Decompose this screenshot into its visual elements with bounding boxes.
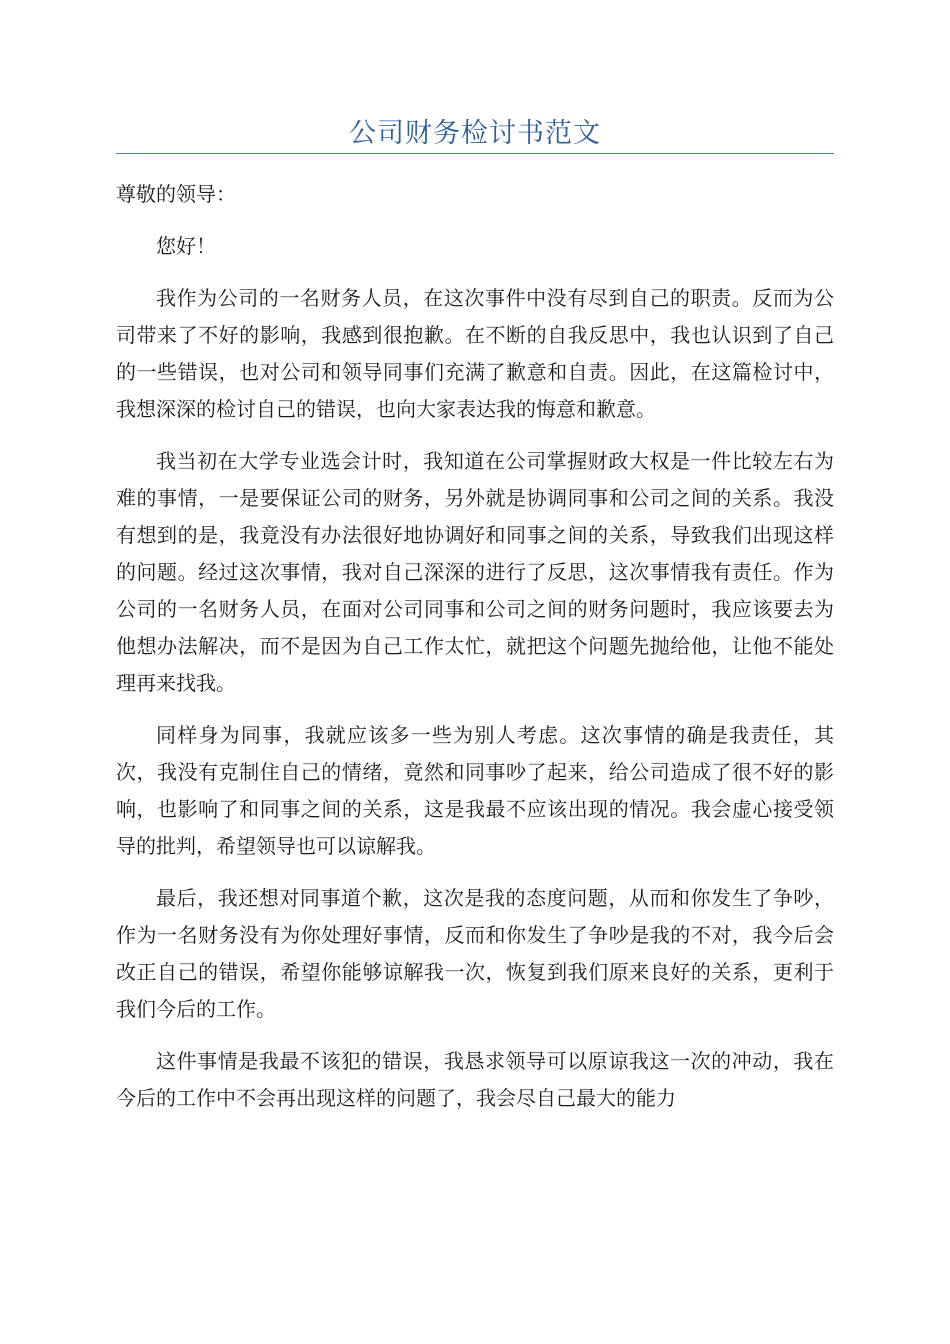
paragraph-greeting: 您好！: [156, 234, 216, 258]
paragraph-1: 我作为公司的一名财务人员，在这次事件中没有尽到自己的职责。反而为公司带来了不好的影响，我感到很抱歉。在不断的自我反思中，我也认识到了自己的一些错误，也对公司和领导同事们充满了歉意和自责。因此，在这篇检讨中，我想深深的检讨自己的错误，也向大家表达我的悔意和歉意。: [116, 286, 834, 421]
paragraph-3: 同样身为同事，我就应该多一些为别人考虑。这次事情的确是我责任，其次，我没有克制住自己的情绪，竟然和同事吵了起来，给公司造成了很不好的影响，也影响了和同事之间的关系，这是我最不应该出现的情况。我会虚心接受领导的批判，希望领导也可以谅解我。: [116, 723, 834, 858]
document-body: [116, 176, 834, 1132]
paragraph-5: 这件事情是我最不该犯的错误，我恳求领导可以原谅我这一次的冲动，我在今后的工作中不会再出现这样的问题了，我会尽自己最大的能力: [116, 1049, 834, 1110]
paragraph-2: 我当初在大学专业选会计时，我知道在公司掌握财政大权是一件比较左右为难的事情，一是要保证公司的财务，另外就是协调同事和公司之间的关系。我没有想到的是，我竟没有办法很好地协调好和同事之间的关系，导致我们出现这样的问题。经过这次事情，我对自己深深的进行了反思，这次事情我有责任。作为公司的一名财务人员，在面对公司同事和公司之间的财务问题时，我应该要去为他想办法解决，而不是因为自己工作太忙，就把这个问题先抛给他，让他不能处理再来找我。: [116, 449, 834, 695]
title-underline: [116, 153, 834, 154]
salutation: 尊敬的领导：: [116, 182, 236, 206]
paragraph-4: 最后，我还想对同事道个歉，这次是我的态度问题，从而和你发生了争吵，作为一名财务没有为你处理好事情，反而和你发生了争吵是我的不对，我今后会改正自己的错误，希望你能够谅解我一次，恢复到我们原来良好的关系，更利于我们今后的工作。: [116, 886, 834, 1021]
document-title: 公司财务检讨书范文: [349, 118, 601, 149]
